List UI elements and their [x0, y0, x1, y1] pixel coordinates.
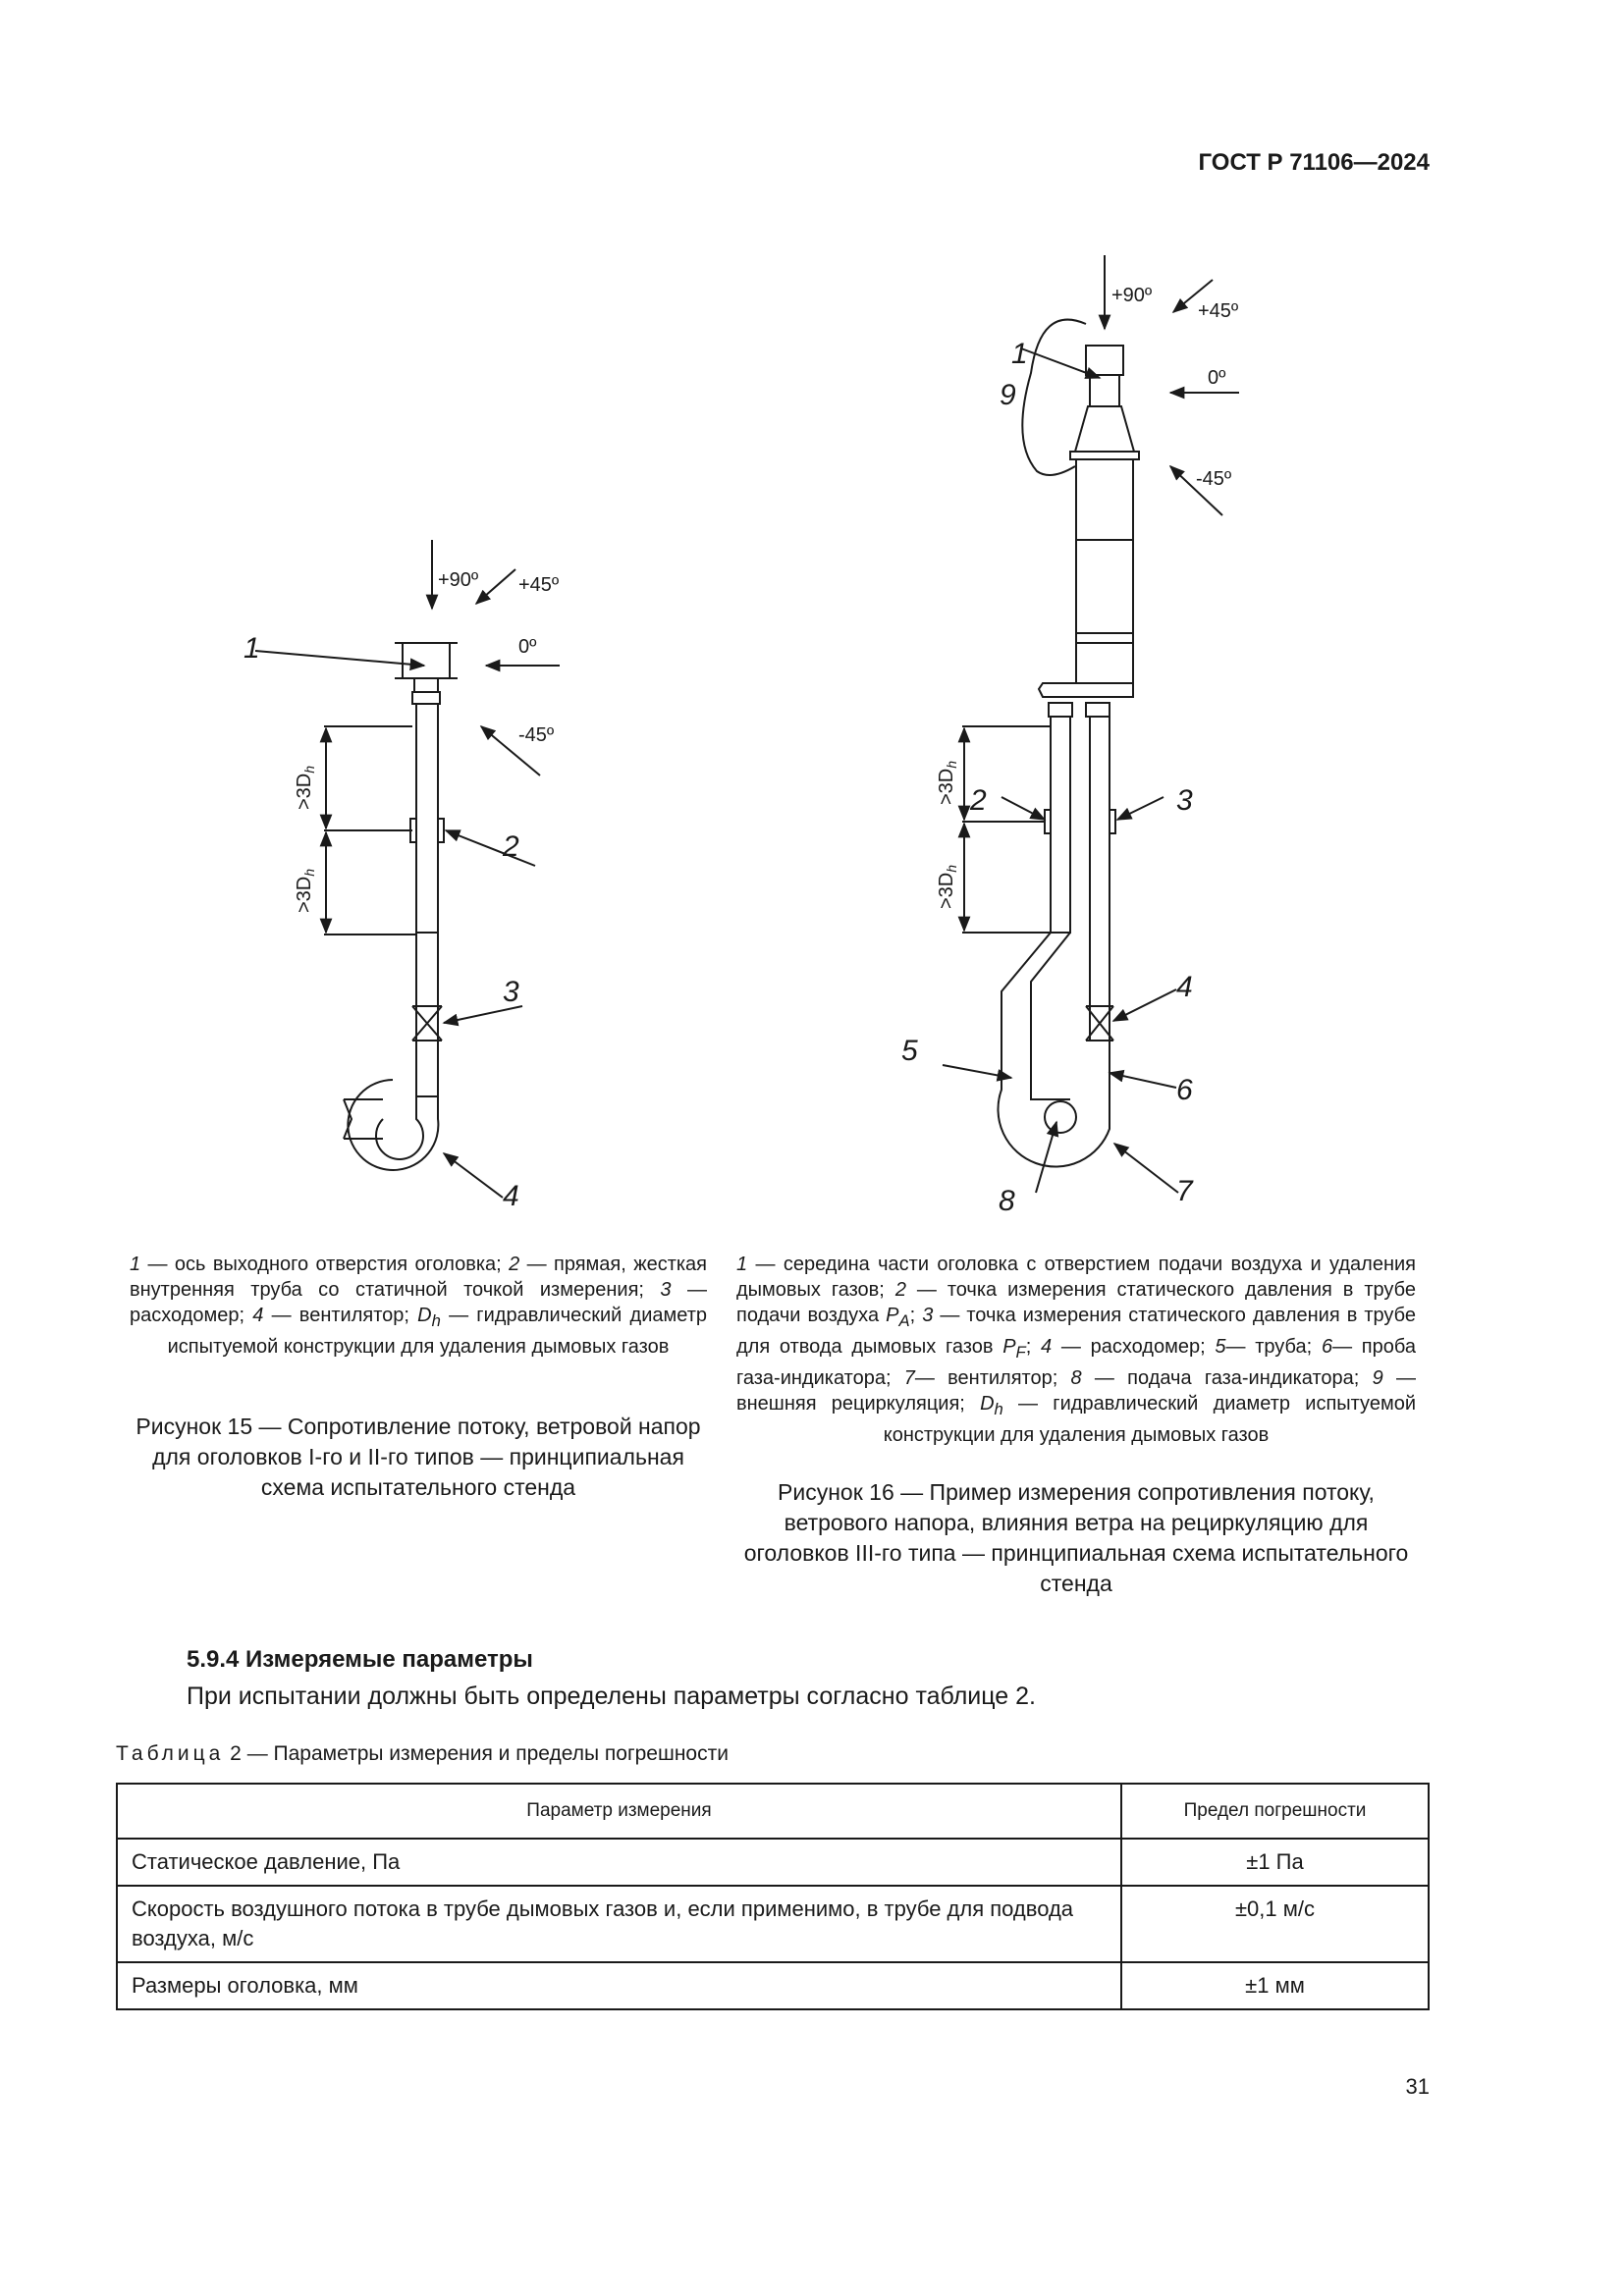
svg-text:>3Dh — [936, 761, 959, 805]
figure-15-diagram — [245, 510, 599, 1217]
callout-3: 3 — [1176, 784, 1193, 817]
angle-plus90: +90º — [1111, 285, 1153, 306]
cell-limit: ±1 мм — [1121, 1962, 1429, 2009]
table-header-row — [117, 1784, 1429, 1839]
table-title-text: 2 — Параметры измерения и пределы погрешности — [224, 1742, 729, 1765]
callout-1: 1 — [244, 632, 260, 665]
page-number: 31 — [1405, 2074, 1430, 2099]
callout-9: 9 — [1000, 379, 1016, 411]
table-row — [117, 1839, 1429, 1886]
wind-arrow-plus45 — [476, 569, 515, 604]
callout-2: 2 — [503, 830, 519, 863]
terminal-top — [1086, 346, 1123, 375]
callout-4: 4 — [1176, 971, 1193, 1003]
parameters-table — [116, 1783, 1430, 2010]
angle-minus45: -45º — [518, 724, 555, 746]
dim-sub: h — [301, 765, 317, 774]
terminal-cone — [1075, 406, 1134, 452]
section-paragraph: При испытании должны быть определены параметры согласно таблице 2. — [187, 1682, 1037, 1710]
dim-sub: h — [944, 864, 959, 873]
table-row — [117, 1962, 1429, 2009]
dim-label: >3D — [936, 768, 957, 805]
callout-4: 4 — [503, 1180, 519, 1212]
header-parameter: Параметр измерения — [117, 1784, 1121, 1839]
callout-2: 2 — [970, 784, 987, 817]
dim-sub: h — [301, 868, 317, 877]
fan — [348, 1060, 438, 1170]
angle-minus45: -45º — [1196, 468, 1232, 490]
cell-limit: ±1 Па — [1121, 1839, 1429, 1886]
svg-text:>3Dh — [936, 865, 959, 909]
svg-text:>3Dh — [294, 766, 317, 810]
cell-limit: ±0,1 м/с — [1121, 1886, 1429, 1962]
cell-parameter: Скорость воздушного потока в трубе дымовых газов и, если применимо, в трубе для подвода воздуха, м/с — [117, 1886, 1121, 1962]
section-heading: 5.9.4 Измеряемые параметры — [187, 1646, 533, 1673]
callout-3: 3 — [503, 976, 519, 1008]
table-row — [117, 1886, 1429, 1962]
callout-6: 6 — [1176, 1074, 1193, 1106]
outer-pipe — [1076, 459, 1133, 683]
callout-5: 5 — [901, 1035, 918, 1067]
dim-label: >3D — [294, 773, 315, 810]
cell-parameter: Размеры оголовка, мм — [117, 1962, 1121, 2009]
air-pipe — [1051, 717, 1070, 933]
dim-label: >3D — [294, 876, 315, 913]
dim-label: >3D — [936, 872, 957, 909]
inner-pipe — [416, 704, 438, 1096]
figure-16-legend: 1 — середина части оголовка с отверстием подачи воздуха и удаления дымовых газов; 2 — точка измерения статического давления в трубе подачи воздуха $P_A$; 3 — точка измерения статического давления в трубе для отвода дымовых газов $P_F$; 4 — расходомер; 5— труба; 6— проба газа-индикатора; 7— вентилятор; 8 — подача газа-индикатора; 9 — внешняя рециркуляция; $D_h$ — гидравлический диаметр испытуемой конструкции для удаления дымовых газов — [736, 1254, 1417, 1446]
angle-plus90: +90º — [438, 569, 479, 591]
angle-plus45: +45º — [518, 574, 560, 596]
callout-7: 7 — [1176, 1175, 1193, 1207]
svg-text:>3Dh — [294, 869, 317, 913]
figure-16-caption: Рисунок 16 — Пример измерения сопротивления потоку, ветрового напора, влияния ветра на рециркуляцию для оголовков III-го типа — принципиальная схема испытательного стенда — [743, 1479, 1409, 1596]
indicator-gas-inlet — [1045, 1101, 1076, 1133]
figure-15-legend: 1 — ось выходного отверстия оголовка; 2 — прямая, жесткая внутренняя труба со статичной точкой измерения; 3 — расходомер; 4 — вентилятор; $D_h$ — гидравлический диаметр испытуемой конструкции для удаления дымовых газов — [130, 1254, 708, 1358]
figure-15-caption: Рисунок 15 — Сопротивление потоку, ветровой напор для оголовков I-го и II-го типов — принципиальная схема испытательного стенда — [135, 1414, 701, 1500]
angle-zero: 0º — [518, 636, 537, 658]
cell-parameter: Статическое давление, Па — [117, 1839, 1121, 1886]
dim-sub: h — [944, 760, 959, 769]
figure-16-diagram — [864, 245, 1276, 1227]
table-title-word: Таблица — [116, 1742, 225, 1765]
header-limit: Предел погрешности — [1121, 1784, 1429, 1839]
callout-8: 8 — [999, 1185, 1015, 1217]
document-code: ГОСТ Р 71106—2024 — [1198, 149, 1430, 176]
angle-plus45: +45º — [1198, 300, 1239, 322]
terminal-cap — [403, 643, 450, 678]
flue-pipe — [1090, 717, 1110, 1041]
table-title — [116, 1742, 729, 1766]
angle-zero: 0º — [1208, 367, 1226, 389]
callout-1: 1 — [1011, 338, 1028, 370]
